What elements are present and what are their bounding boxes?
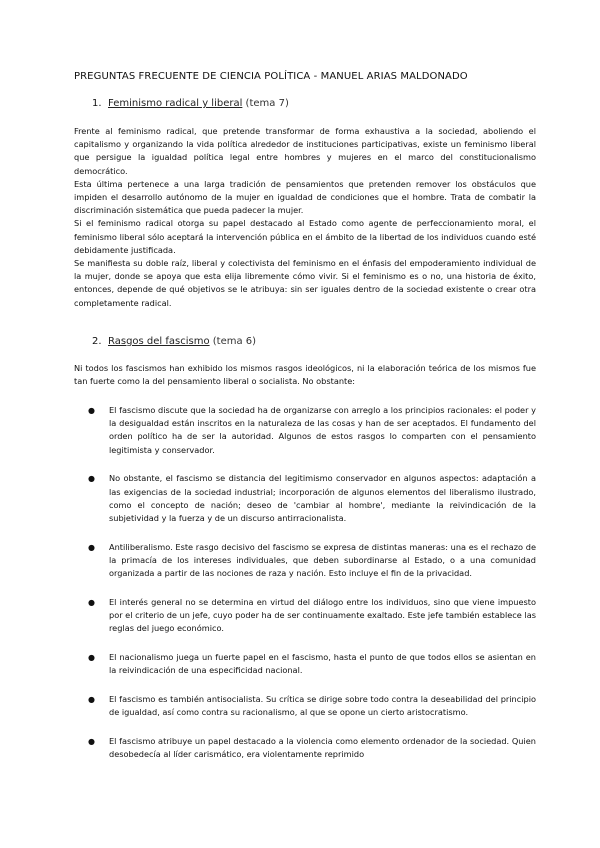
list-item — [74, 541, 536, 581]
paragraph: Se manifiesta su doble raíz, liberal y colectivista del feminismo en el énfasis del empoderamiento individual de la mujer, donde se apoya que esta elija libremente cómo vivir. Si el feminismo es o no, una historia de éxito, entonces, depende de qué objetivos se le atribuya: sin ser iguales dentro de la sociedad existente o crear otra completamente radical. — [74, 258, 536, 308]
list-item — [74, 693, 536, 719]
list-item — [74, 472, 536, 525]
section-heading-2 — [92, 336, 256, 347]
paragraph: Si el feminismo radical otorga su papel destacado al Estado como agente de perfeccionamiento moral, el feminismo liberal sólo aceptará la intervención pública en el ámbito de la libertad de los individuos cuando esté debidamente justificada. — [74, 218, 536, 255]
bullet-icon: ● — [88, 652, 95, 662]
section-number: 2. — [92, 336, 102, 347]
list-item-text: No obstante, el fascismo se distancia del legitimismo conservador en algunos aspectos: adaptación a las exigencias de la sociedad industrial; incorporación de algunos elementos del liberalismo ilustrado, como el concepto de nación; deseo de 'cambiar al hombre', mediante la reivindicación de la subjetividad y la fuerza y de un discurso antirracionalista. — [109, 473, 536, 523]
list-item — [74, 735, 536, 761]
list-item — [74, 404, 536, 457]
section-title-link[interactable]: Rasgos del fascismo — [108, 336, 210, 347]
bullet-icon: ● — [88, 542, 95, 552]
bullet-icon: ● — [88, 474, 95, 484]
list-item — [74, 596, 536, 636]
document-title: PREGUNTAS FRECUENTE DE CIENCIA POLÍTICA - MANUEL ARIAS MALDONADO — [74, 71, 468, 82]
list-item-text: El nacionalismo juega un fuerte papel en el fascismo, hasta el punto de que todos ellos se asientan en la reivindicación de una especificidad nacional. — [109, 651, 536, 676]
bullet-icon: ● — [88, 406, 95, 415]
list-item-text: El fascismo discute que la sociedad ha de organizarse con arreglo a los principios racionales: el poder y la desigualdad están inscritos en la naturaleza de las cosas y han de ser aceptados. El fundamento del orden político ha de ser la autoridad. Algunos de estos rasgos lo comparten con el pensamiento legitimista y conservador. — [109, 405, 536, 455]
list-item-text: El interés general no se determina en virtud del diálogo entre los individuos, sino que viene impuesto por el criterio de un jefe, cuyo poder ha de ser continuamente exaltado. Este jefe también establece las reglas del juego económico. — [109, 596, 536, 634]
bullet-icon: ● — [88, 736, 95, 746]
section-number: 1. — [92, 98, 102, 109]
section-heading-1 — [92, 98, 289, 109]
list-item-text: El fascismo es también antisocialista. Su crítica se dirige sobre todo contra la deseabilidad del principio de igualdad, así como contra su racionalismo, al que se opone un cierto aristocratismo. — [109, 693, 536, 717]
bullet-icon: ● — [88, 597, 95, 607]
section-tema: (tema 7) — [242, 98, 289, 109]
paragraph: Esta última pertenece a una larga tradición de pensamientos que pretenden remover los obstáculos que impiden el desarrollo autónomo de la mujer en igualdad de condiciones que el hombre. Trata de combatir la discriminación sistemática que pueda padecer la mujer. — [74, 178, 536, 216]
section-1-body — [74, 125, 536, 310]
section-tema: (tema 6) — [209, 336, 257, 347]
section-2-intro — [74, 362, 536, 388]
section-title-link[interactable]: Feminismo radical y liberal — [108, 98, 243, 109]
list-item-text: Antiliberalismo. Este rasgo decisivo del fascismo se expresa de distintas maneras: una es el rechazo de la primacía de los intereses individuales, que deben subordinarse al Estado, o a una comunidad organizada a partir de las nociones de raza y nación. Esto incluye el fin de la privacidad. — [109, 541, 536, 579]
bullet-list — [74, 404, 536, 777]
paragraph: Frente al feminismo radical, que pretende transformar de forma exhaustiva a la sociedad, aboliendo el capitalismo y organizando la vida política alrededor de instituciones participativas, existe un feminismo liberal que persigue la igualdad política legal entre hombres y mujeres en el marco del constitucionalismo democrático. — [74, 126, 536, 176]
list-item — [74, 651, 536, 677]
list-item-text: El fascismo atribuye un papel destacado a la violencia como elemento ordenador de la sociedad. Quien desobedecía al líder carismático, era violentamente reprimido — [109, 735, 536, 759]
bullet-icon: ● — [88, 694, 95, 704]
paragraph: Ni todos los fascismos han exhibido los mismos rasgos ideológicos, ni la elaboración teórica de los mismos fue tan fuerte como la del pensamiento liberal o socialista. No obstante: — [74, 363, 536, 387]
